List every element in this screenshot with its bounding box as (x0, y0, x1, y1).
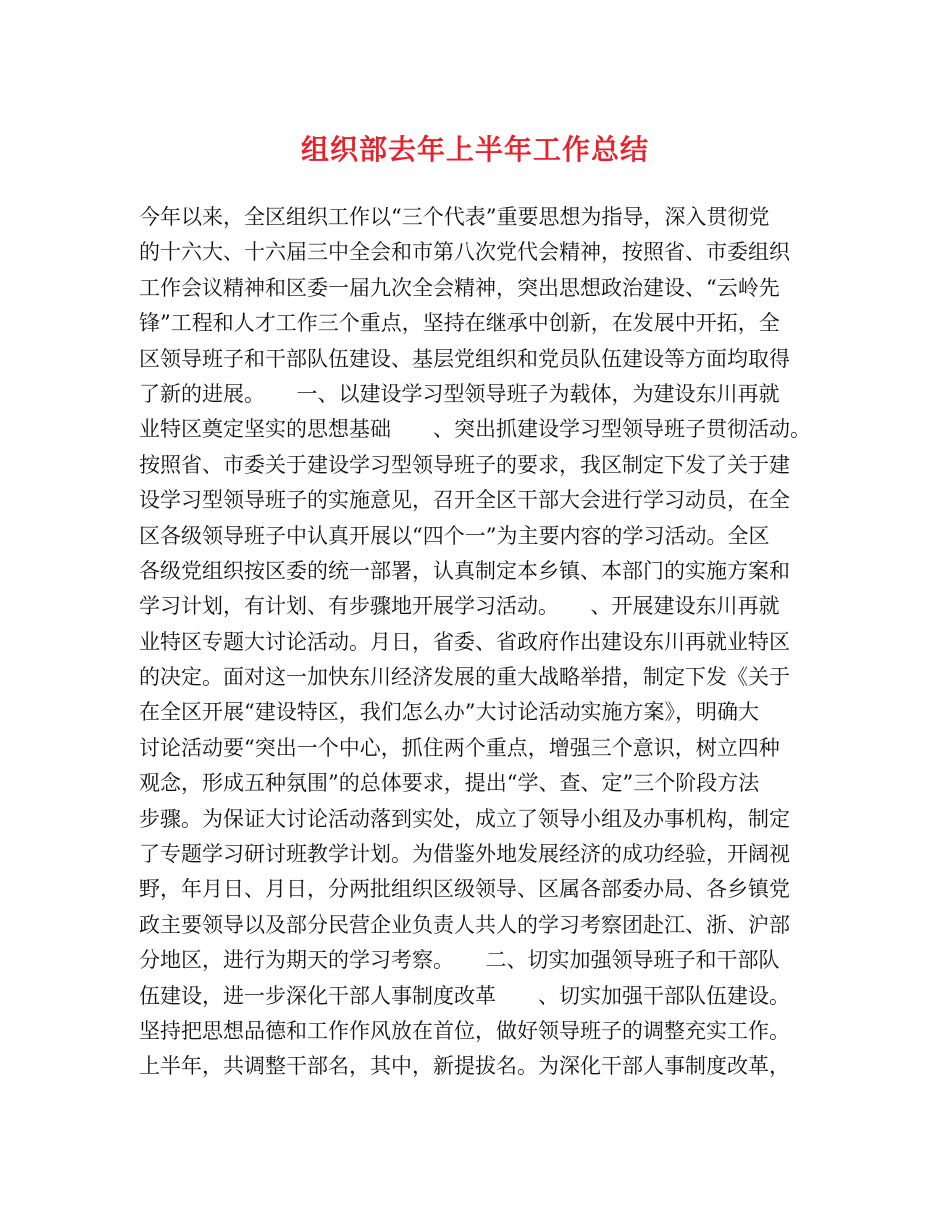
body-line: 分地区，进行为期天的学习考察。 二、切实加强领导班子和干部队 (139, 948, 780, 973)
body-line: 区各级领导班子中认真开展以“四个一”为主要内容的学习活动。全区 (139, 523, 770, 548)
body-line: 工作会议精神和区委一届九次全会精神，突出思想政治建设、“云岭先 (139, 275, 780, 300)
body-line: 业特区奠定坚实的思想基础 、突出抓建设学习型领导班子贯彻活动。 (139, 417, 811, 442)
document-body (139, 200, 819, 1085)
body-line: 学习计划，有计划、有步骤地开展学习活动。 、开展建设东川再就 (139, 594, 780, 619)
body-line: 了专题学习研讨班教学计划。为借鉴外地发展经济的成功经验，开阔视 (139, 842, 790, 867)
body-line: 讨论活动要“突出一个中心，抓住两个重点，增强三个意识，树立四种 (139, 735, 780, 760)
body-line: 在全区开展“建设特区，我们怎么办”大讨论活动实施方案》，明确大 (139, 700, 759, 725)
body-line: 坚持把思想品德和工作作风放在首位，做好领导班子的调整充实工作。 (139, 1018, 790, 1043)
body-line: 各级党组织按区委的统一部署，认真制定本乡镇、本部门的实施方案和 (139, 558, 790, 583)
body-line: 上半年，共调整干部名，其中，新提拔名。为深化干部人事制度改革， (139, 1054, 790, 1079)
body-line: 区领导班子和干部队伍建设、基层党组织和党员队伍建设等方面均取得 (139, 346, 790, 371)
body-line: 了新的进展。 一、以建设学习型领导班子为载体，为建设东川再就 (139, 381, 780, 406)
body-line: 今年以来，全区组织工作以“三个代表”重要思想为指导，深入贯彻党 (139, 205, 770, 229)
body-line: 业特区专题大讨论活动。月日，省委、省政府作出建设东川再就业特区 (139, 629, 790, 654)
body-line: 的决定。面对这一加快东川经济发展的重大战略举措，制定下发《关于 (139, 665, 790, 690)
body-line: 设学习型领导班子的实施意见，召开全区干部大会进行学习动员，在全 (139, 488, 790, 513)
body-line: 的十六大、十六届三中全会和市第八次党代会精神，按照省、市委组织 (139, 240, 790, 265)
body-line: 锋”工程和人才工作三个重点，坚持在继承中创新，在发展中开拓，全 (139, 311, 780, 336)
body-line: 野，年月日、月日，分两批组织区级领导、区属各部委办局、各乡镇党 (139, 877, 790, 902)
body-line: 政主要领导以及部分民营企业负责人共人的学习考察团赴江、浙、沪部 (139, 912, 790, 937)
body-line: 按照省、市委关于建设学习型领导班子的要求，我区制定下发了关于建 (139, 452, 790, 477)
body-line: 步骤。为保证大讨论活动落到实处，成立了领导小组及办事机构，制定 (139, 806, 790, 831)
document-title: 组织部去年上半年工作总结 (300, 133, 649, 166)
body-line: 观念，形成五种氛围”的总体要求，提出“学、查、定”三个阶段方法 (139, 771, 760, 796)
body-line: 伍建设，进一步深化干部人事制度改革 、切实加强干部队伍建设。 (139, 983, 790, 1008)
